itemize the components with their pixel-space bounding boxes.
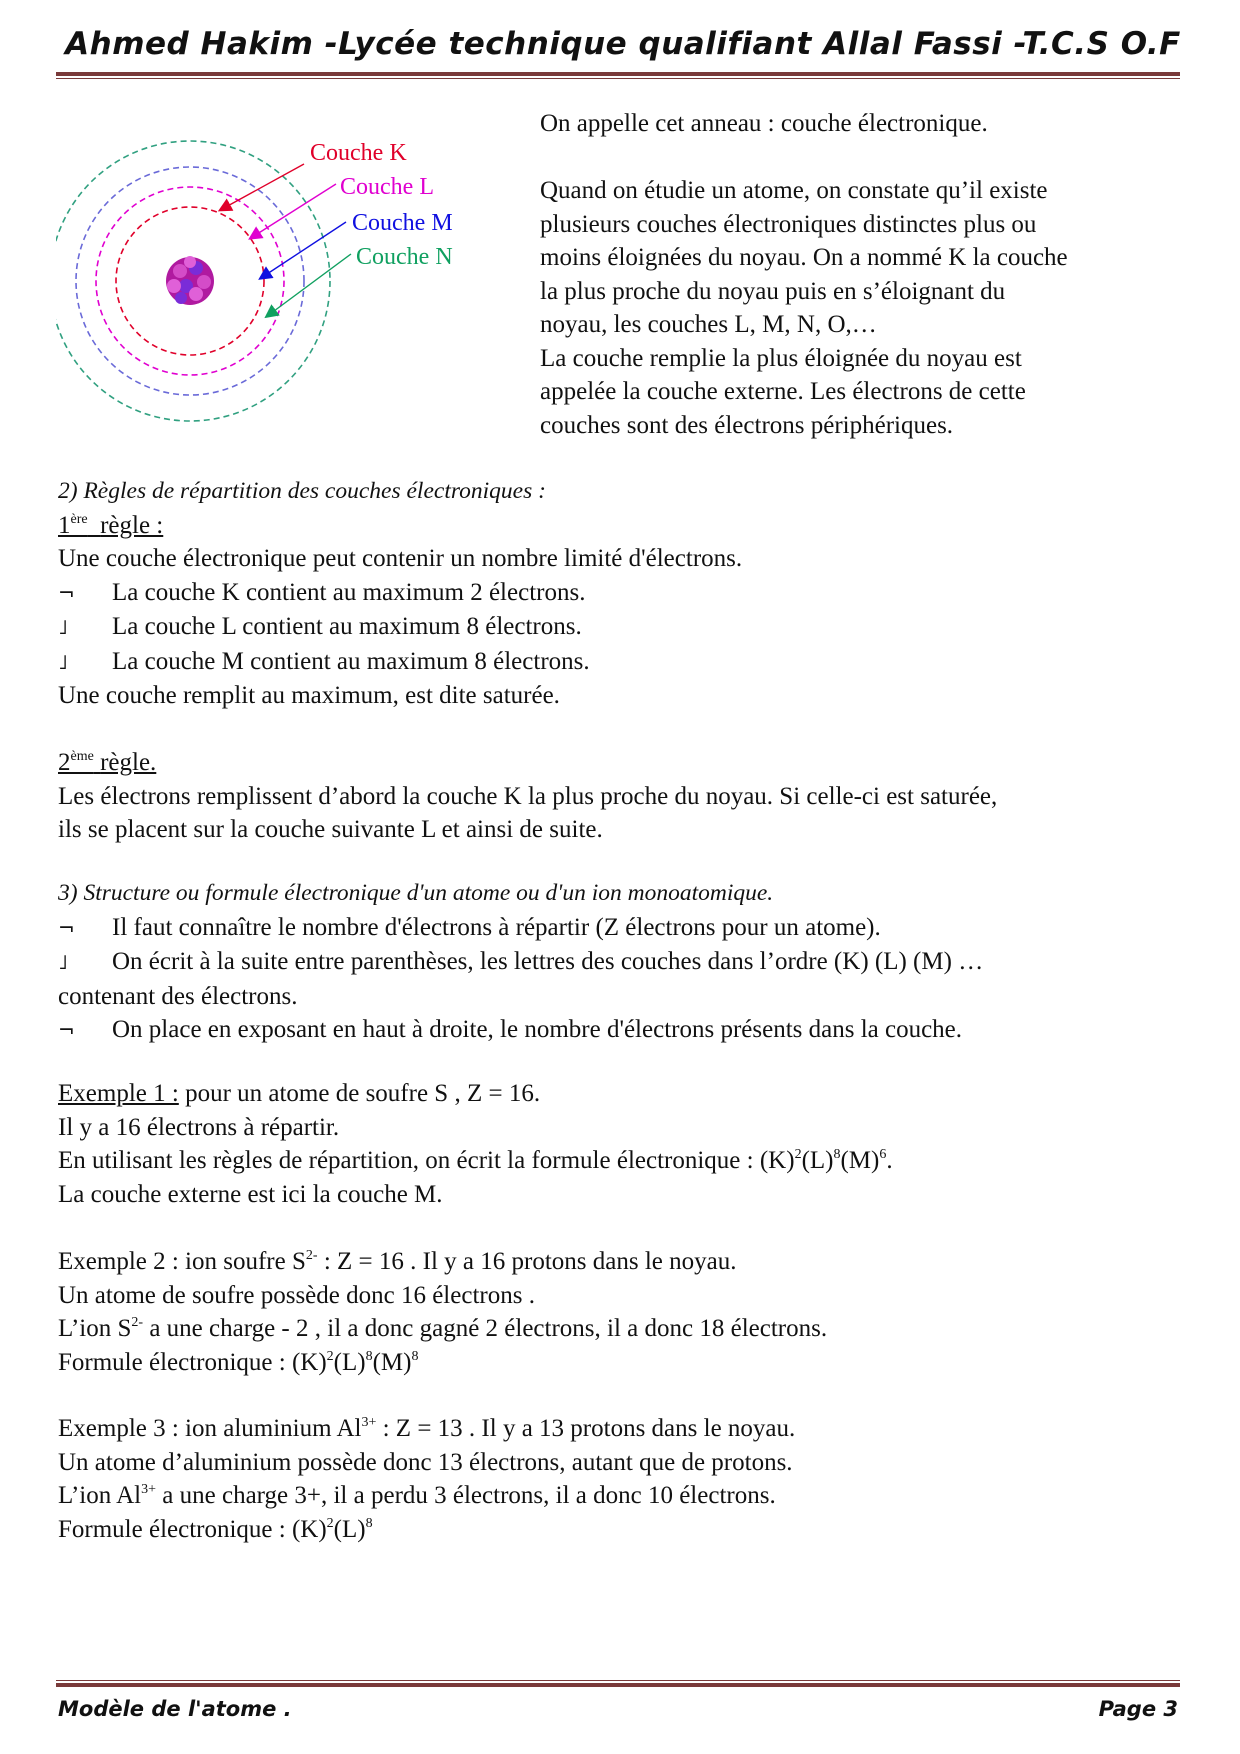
label-couche-m: Couche M [352, 210, 453, 236]
example2-formula: Formule électronique : $(K)^2(L)^8(M)^8$ [58, 1348, 419, 1376]
example3-line2: Un atome d’aluminium possède donc 13 électrons, autant que de protons. [58, 1448, 793, 1476]
example2 [58, 1245, 827, 1379]
example3-line1: Exemple 3 : ion aluminium $Al^{3+}$ : Z = 13 . Il y a 13 protons dans le noyau. [58, 1415, 796, 1442]
label-couche-l: Couche L [340, 174, 434, 200]
intro-line: noyau, les couches L, M, N, O,… [540, 311, 877, 338]
bullet-icon: ˩ [58, 649, 68, 674]
intro-p1: On appelle cet anneau : couche électronique. [540, 110, 988, 137]
section3-bullet: ¬ On place en exposant en haut à droite, le nombre d'électrons présents dans la couche. [58, 1013, 983, 1048]
rule1-text: Une couche électronique peut contenir un nombre limité d'électrons. [58, 545, 743, 572]
footer-divider [56, 1680, 1180, 1687]
bullet-icon: ¬ [58, 1018, 75, 1042]
example1-line2: Il y a 16 électrons à répartir. [58, 1113, 340, 1141]
bullet-icon: ˩ [58, 615, 68, 639]
section3-bullet: ¬ Il faut connaître le nombre d'électrons à répartir (Z électrons pour un atome). [58, 911, 983, 946]
example2-line3: L’ion $S^{2-}$ a une charge - 2 , il a donc gagné 2 électrons, il a donc 18 électrons. [58, 1315, 828, 1342]
example2-line1: Exemple 2 : ion soufre $S^{2-}$ : Z = 16 . Il y a 16 protons dans le noyau. [58, 1248, 737, 1275]
footer-page-number: Page 3 [1098, 1697, 1178, 1721]
rule1-heading: 1ère règle : [58, 511, 164, 539]
label-couche-n: Couche N [356, 244, 453, 270]
section3-bullet: ˩ On écrit à la suite entre parenthèses, les lettres des couches dans l’ordre (K) (L) (M) … [58, 945, 983, 980]
intro-line: plusieurs couches électroniques distinctes plus ou [540, 210, 1037, 238]
example3-formula: Formule électronique : $(K)^2(L)^8$ [58, 1515, 373, 1543]
bullet-icon: ¬ [58, 915, 75, 940]
header-divider [56, 72, 1180, 79]
page-header-title: Ahmed Hakim -Lycée technique qualifiant Allal Fassi -T.C.S O.F [65, 26, 1181, 62]
section3-bullet-cont: contenant des électrons. [58, 982, 298, 1010]
intro-line: La couche remplie la plus éloignée du noyau est [540, 344, 1022, 372]
rule2-line: ils se placent sur la couche suivante L et ainsi de suite. [58, 816, 603, 843]
rule1-bullet: ˩ La couche M contient au maximum 8 électrons. [58, 645, 997, 680]
bullet-icon: ˩ [58, 950, 68, 974]
example1 [58, 1077, 893, 1211]
example1-formula: En utilisant les règles de répartition, on écrit la formule électronique : $(K)^2(L)^8(M)^6$. [58, 1147, 893, 1174]
intro-line: appelée la couche externe. Les électrons de cette [540, 378, 1026, 405]
section2-content [58, 475, 997, 847]
intro-line: la plus proche du noyau puis en s’éloignant du [540, 277, 1006, 305]
section3-title: 3) Structure ou formule électronique d'un atome ou d'un ion monoatomique. [58, 880, 774, 906]
example3-line3: L’ion $Al^{3+}$ a une charge 3+, il a perdu 3 électrons, il a donc 10 électrons. [58, 1482, 776, 1509]
example2-line2: Un atome de soufre possède donc 16 électrons . [58, 1281, 535, 1309]
label-couche-k: Couche K [310, 140, 407, 166]
intro-p2 [540, 174, 1068, 442]
example1-line4: La couche externe est ici la couche M. [58, 1180, 443, 1208]
bullet-icon: ¬ [58, 580, 75, 605]
example1-line1: Exemple 1 : pour un atome de soufre S , Z = 16. [58, 1080, 541, 1107]
section2-title: 2) Règles de répartition des couches électroniques : [58, 478, 546, 504]
saturated-text: Une couche remplit au maximum, est dite saturée. [58, 682, 560, 709]
footer-chapter-title: Modèle de l'atome . [58, 1697, 292, 1721]
intro-line: couches sont des électrons périphériques. [540, 411, 954, 439]
nucleus [166, 256, 214, 305]
atom-shells-diagram [56, 126, 526, 446]
rule2-line: Les électrons remplissent d’abord la couche K la plus proche du noyau. Si celle-ci est saturée, [58, 782, 998, 810]
rule2-heading: 2ème règle. [58, 749, 157, 776]
rule1-bullet: ¬ La couche K contient au maximum 2 électrons. [58, 576, 997, 611]
rule1-bullet: ˩ La couche L contient au maximum 8 électrons. [58, 610, 997, 645]
intro-line: moins éloignées du noyau. On a nommé K la couche [540, 244, 1068, 271]
example3 [58, 1412, 795, 1546]
section3-content [58, 877, 983, 1048]
intro-line: Quand on étudie un atome, on constate qu’il existe [540, 177, 1048, 204]
